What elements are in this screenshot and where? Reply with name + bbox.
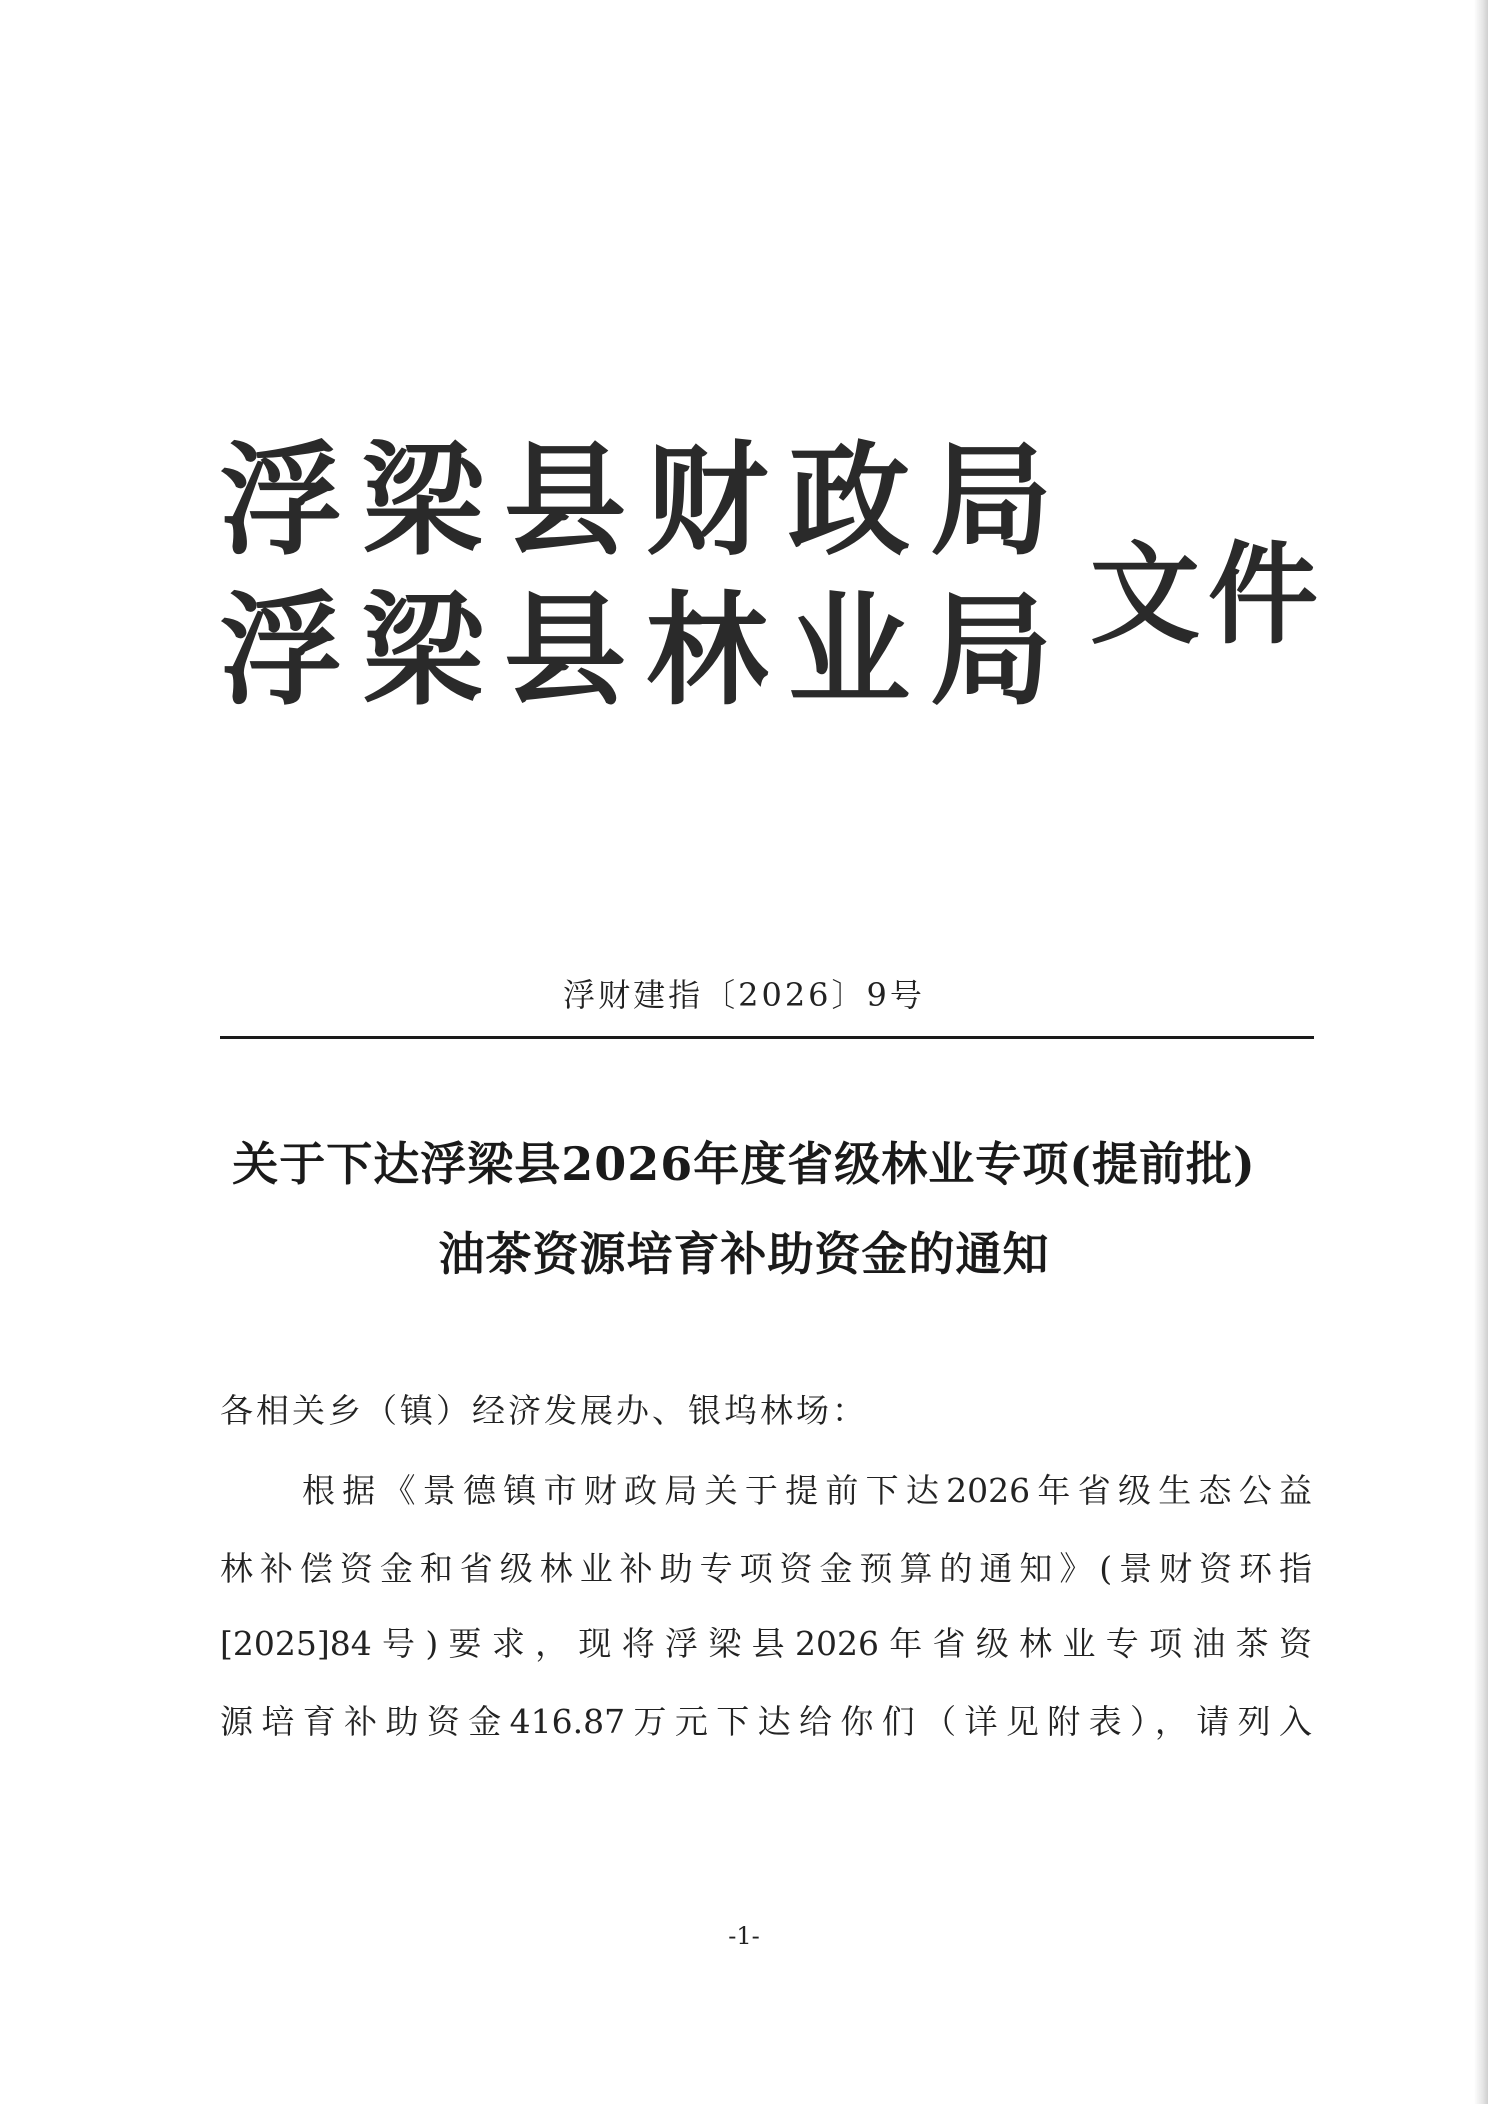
header-divider — [220, 1036, 1314, 1039]
document-type-label: 文件 — [1090, 531, 1326, 659]
scan-edge-shadow — [1474, 0, 1488, 2104]
issuer-forestry-bureau: 浮梁县林业局 — [220, 580, 1072, 722]
document-header — [220, 430, 1326, 730]
body-paragraph-line: 林补偿资金和省级林业补助专项资金预算的通知》(景财资环指 — [220, 1549, 1312, 1588]
page-number: -1- — [728, 1922, 760, 1950]
document-title-line-1: 关于下达浮梁县2026年度省级林业专项(提前批) — [232, 1137, 1256, 1191]
issuer-finance-bureau: 浮梁县财政局 — [220, 430, 1072, 572]
body-paragraph-line: 源培育补助资金416.87万元下达给你们（详见附表），请列入 — [220, 1702, 1312, 1741]
body-paragraph-line: 根据《景德镇市财政局关于提前下达2026年省级生态公益 — [302, 1471, 1312, 1510]
body-paragraph-line: [2025]84号)要求，现将浮梁县2026年省级林业专项油茶资 — [220, 1624, 1312, 1663]
document-number: 浮财建指〔2026〕9号 — [563, 976, 925, 1014]
salutation: 各相关乡（镇）经济发展办、银坞林场： — [220, 1391, 868, 1430]
document-title-line-2: 油茶资源培育补助资金的通知 — [438, 1227, 1050, 1281]
